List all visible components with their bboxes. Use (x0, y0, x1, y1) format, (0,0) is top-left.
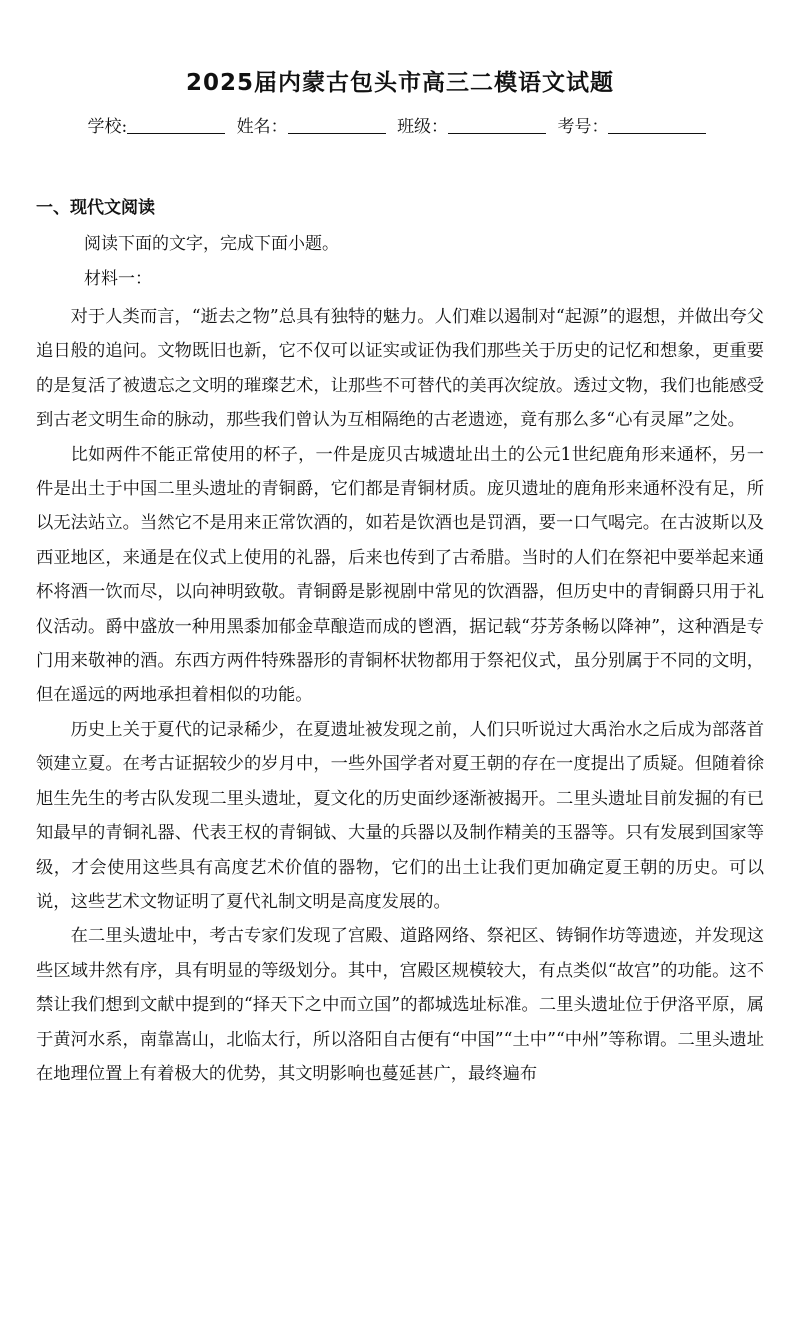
material-label: 材料一： (84, 269, 152, 289)
class-label: 班级： (397, 117, 449, 137)
paragraph-3: 历史上关于夏代的记录稀少，在夏遗址被发现之前，人们只听说过大禹治水之后成为部落首领建立夏。在考古证据较少的岁月中，一些外国学者对夏王朝的存在一度提出了质疑。但随着徐旭生先生的考古队发现二里头遗址，夏文化的历史面纱逐渐被揭开。二里头遗址目前发掘的有已知最早的青铜礼器、代表王权的青铜钺、大量的兵器以及制作精美的玉器等。只有发展到国家等级，才会使用这些具有高度艺术价值的器物，它们的出土让我们更加确定夏王朝的历史。可以说，这些艺术文物证明了夏代礼制文明是高度发展的。 (36, 719, 764, 912)
exam-number-label: 考号： (557, 117, 609, 137)
name-label: 姓名： (236, 117, 288, 137)
student-info-row (0, 112, 800, 137)
class-blank[interactable] (448, 117, 546, 134)
paragraph-1: 对于人类而言，“逝去之物”总具有独特的魅力。人们难以遏制对“起源”的遐想，并做出夸父追日般的追问。文物既旧也新，它不仅可以证实或证伪我们那些关于历史的记忆和想象，更重要的是复活了被遗忘之文明的璀璨艺术，让那些不可替代的美再次绽放。透过文物，我们也能感受到古老文明生命的脉动，那些我们曾认为互相隔绝的古老遗迹，竟有那么多“心有灵犀”之处。 (36, 307, 764, 431)
reading-instruction: 阅读下面的文字，完成下面小题。 (84, 234, 339, 254)
exam-number-blank[interactable] (608, 117, 706, 134)
school-label: 学校: (87, 117, 128, 137)
paragraph-2: 比如两件不能正常使用的杯子，一件是庞贝古城遗址出土的公元1世纪鹿角形来通杯，另一件是出土于中国二里头遗址的青铜爵，它们都是青铜材质。庞贝遗址的鹿角形来通杯没有足，所以无法站立。当然它不是用来正常饮酒的，如若是饮酒也是罚酒，要一口气喝完。在古波斯以及西亚地区，来通是在仪式上使用的礼器，后来也传到了古希腊。当时的人们在祭祀中要举起来通杯将酒一饮而尽，以向神明致敬。青铜爵是影视剧中常见的饮酒器，但历史中的青铜爵只用于礼仪活动。爵中盛放一种用黑黍加郁金草酿造而成的鬯酒，据记载“芬芳条畅以降神”，这种酒是专门用来敬神的酒。东西方两件特殊器形的青铜杯状物都用于祭祀仪式，虽分别属于不同的文明，但在遥远的两地承担着相似的功能。 (36, 444, 764, 706)
exam-title: 2025届内蒙古包头市高三二模语文试题 (185, 70, 614, 96)
name-blank[interactable] (288, 117, 386, 134)
school-blank[interactable] (127, 117, 225, 134)
passage-body (36, 300, 764, 1091)
section-heading: 一、现代文阅读 (36, 198, 155, 218)
paragraph-4: 在二里头遗址中，考古专家们发现了宫殿、道路网络、祭祀区、铸铜作坊等遗迹，并发现这些区域井然有序，具有明显的等级划分。其中，宫殿区规模较大，有点类似“故宫”的功能。这不禁让我们想到文献中提到的“择天下之中而立国”的都城选址标准。二里头遗址位于伊洛平原，属于黄河水系，南靠嵩山，北临太行，所以洛阳自古便有“中国”“土中”“中州”等称谓。二里头遗址在地理位置上有着极大的优势，其文明影响也蔓延甚广，最终遍布 (36, 926, 764, 1084)
